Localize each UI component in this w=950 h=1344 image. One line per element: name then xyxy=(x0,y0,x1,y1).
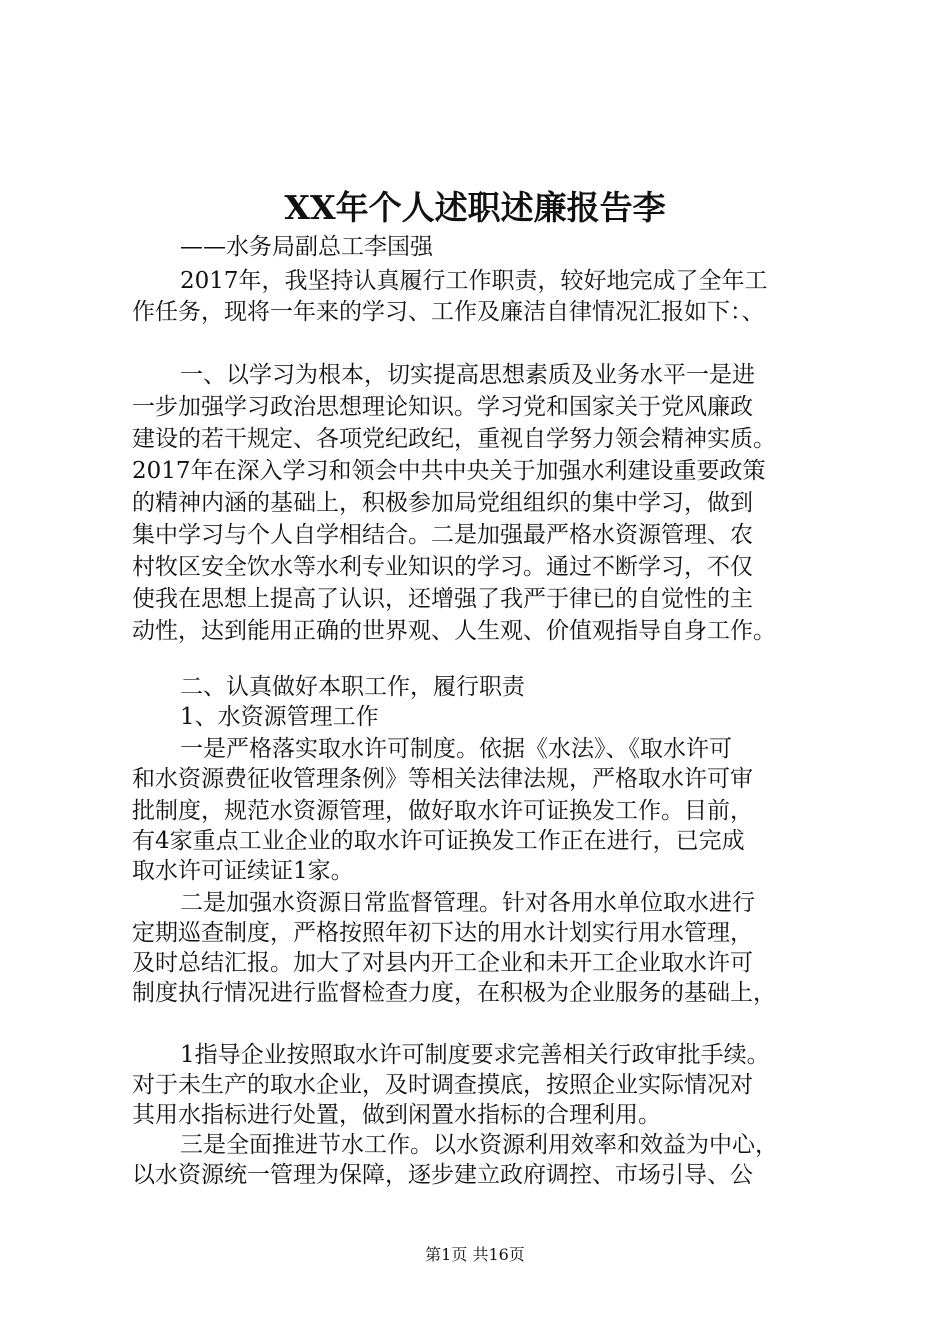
paragraph-line: 及时总结汇报。加大了对县内开工企业和未开工企业取水许可 xyxy=(132,950,753,976)
paragraph-line: 动性，达到能用正确的世界观、人生观、价值观指导自身工作。 xyxy=(132,618,776,644)
page-footer: 第1页 共16页 xyxy=(425,1245,525,1264)
paragraph-line: 2017年，我坚持认真履行工作职责，较好地完成了全年工 xyxy=(180,268,768,294)
paragraph-line: 三是全面推进节水工作。以水资源利用效率和效益为中心， xyxy=(180,1132,778,1158)
paragraph-line: 和水资源费征收管理条例》等相关法律法规，严格取水许可审 xyxy=(132,766,753,792)
paragraph-line: 二是加强水资源日常监督管理。针对各用水单位取水进行 xyxy=(180,890,755,916)
paragraph-line: 有4家重点工业企业的取水许可证换发工作正在进行，已完成 xyxy=(132,828,745,854)
paragraph-line: 定期巡查制度，严格按照年初下达的用水计划实行用水管理， xyxy=(132,920,753,946)
paragraph-line: 2017年在深入学习和领会中共中央关于加强水利建设重要政策 xyxy=(132,458,766,484)
paragraph-line: 1指导企业按照取水许可制度要求完善相关行政审批手续。 xyxy=(180,1042,770,1068)
paragraph-line: 村牧区安全饮水等水利专业知识的学习。通过不断学习，不仅 xyxy=(132,554,753,580)
section-heading: 二、认真做好本职工作，履行职责 xyxy=(180,674,525,700)
paragraph-line: 一步加强学习政治思想理论知识。学习党和国家关于党风廉政 xyxy=(132,394,753,420)
paragraph-line: 批制度，规范水资源管理，做好取水许可证换发工作。目前， xyxy=(132,798,753,824)
paragraph-line: 使我在思想上提高了认识，还增强了我严于律已的自觉性的主 xyxy=(132,586,753,612)
paragraph-line: 取水许可证续证1家。 xyxy=(132,858,354,884)
paragraph-line: 一是严格落实取水许可制度。依据《水法》、《取水许可 xyxy=(180,736,732,762)
paragraph-line: 的精神内涵的基础上，积极参加局党组组织的集中学习，做到 xyxy=(132,490,753,516)
paragraph-line: 集中学习与个人自学相结合。二是加强最严格水资源管理、农 xyxy=(132,522,753,548)
subsection-heading: 1、水资源管理工作 xyxy=(180,704,379,730)
paragraph-line: 作任务，现将一年来的学习、工作及廉洁自律情况汇报如下：、 xyxy=(132,299,765,325)
paragraph-line: 以水资源统一管理为保障，逐步建立政府调控、市场引导、公 xyxy=(132,1162,753,1188)
paragraph-line: 建设的若干规定、各项党纪政纪，重视自学努力领会精神实质。 xyxy=(132,426,776,452)
paragraph-line: 一、以学习为根本，切实提高思想素质及业务水平一是进 xyxy=(180,362,755,388)
paragraph-line: 其用水指标进行处置，做到闲置水指标的合理利用。 xyxy=(132,1102,661,1128)
document-byline: ——水务局副总工李国强 xyxy=(180,234,433,260)
paragraph-line: 对于未生产的取水企业，及时调查摸底，按照企业实际情况对 xyxy=(132,1072,753,1098)
paragraph-line: 制度执行情况进行监督检查力度，在积极为企业服务的基础上， xyxy=(132,980,776,1006)
document-title: XX年个人述职述廉报告李 xyxy=(284,188,666,227)
